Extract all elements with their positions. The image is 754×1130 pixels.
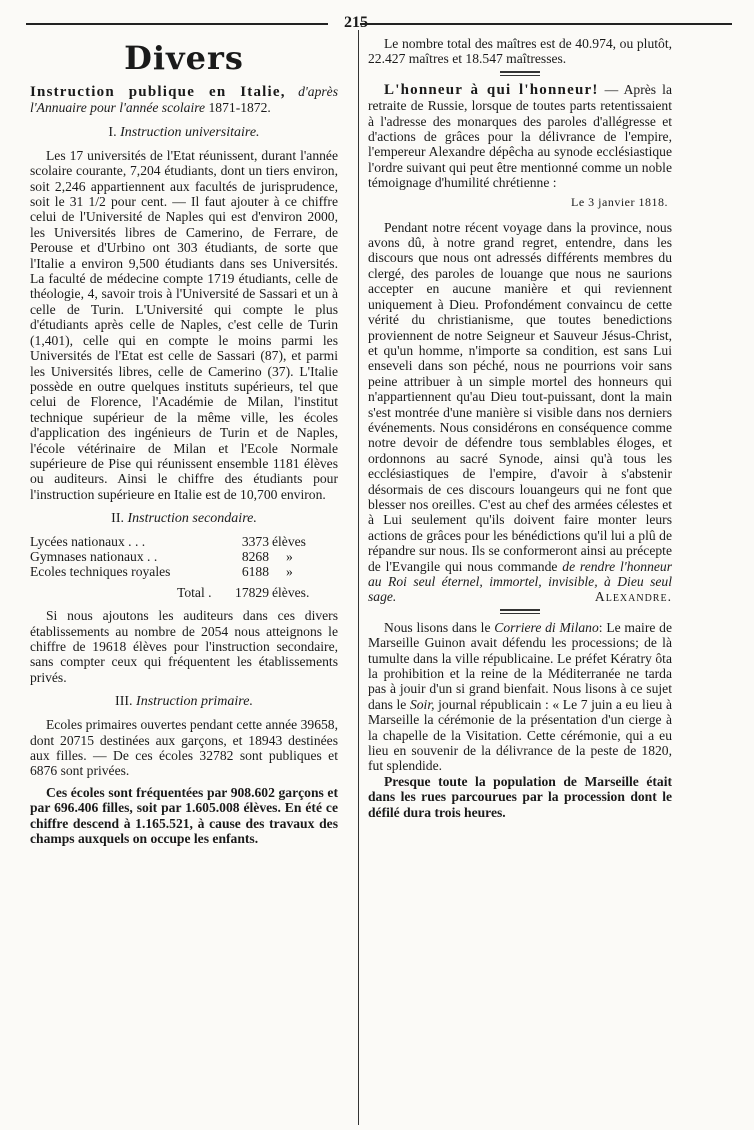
paragraph-primaire-eleves: Ces écoles sont fréquentées par 908.602 garçons et par 696.406 filles, soit par 1.605.008 élèves. En été ce chiffre descend à 1.165.521, à cause des travaux des champs auxquels on occupe les enfants.	[30, 784, 338, 847]
letter-quotation: de rendre l'honneur au Roi seul éternel, immortel, invisible, à Dieu seul sage.	[368, 558, 672, 605]
table-row	[30, 534, 338, 549]
table-total-label: Total .	[177, 585, 212, 601]
table-cell-unit: »	[286, 564, 293, 580]
table-total-unit: élèves.	[272, 585, 310, 601]
paragraph-marseille	[368, 620, 672, 774]
article-title-source: d'après l'Annuaire pour l'année scolaire	[30, 84, 338, 116]
table-cell-label: Ecoles techniques royales	[30, 564, 171, 580]
table-row	[30, 564, 338, 579]
table-cell-label: Lycées nationaux . . .	[30, 534, 146, 550]
table-cell-value: 8268	[241, 549, 269, 565]
article-title-year: 1871-1872.	[208, 100, 271, 116]
section-name: Instruction universitaire.	[120, 124, 260, 140]
section-title-universitaire	[30, 124, 338, 142]
section-title-secondaire	[30, 510, 338, 528]
table-row	[30, 549, 338, 564]
paragraph-maitres: Le nombre total des maîtres est de 40.974, ou plutôt, 22.427 maîtres et 18.547 maîtresses.	[368, 36, 672, 67]
honneur-text: — Après la retraite de Russie, lorsque de toutes parts retentissaient à l'adresse des monarques des paroles d'allégresse et d'actions de grâces pour la délivrance de l'empire, l'empereur Alexandre dépêcha au synode ecclésiastique l'ordre suivant qui peut être mentionné comme un noble témoignage d'humilité chrétienne :	[368, 81, 672, 191]
imperial-letter	[368, 220, 672, 605]
section-heading: Divers	[124, 39, 244, 77]
section-title-primaire	[30, 693, 338, 711]
right-column	[368, 36, 672, 820]
paragraph-procession: Presque toute la population de Marseille était dans les rues parcourues par la procession dont le défilé dura trois heures.	[368, 773, 672, 820]
header-rule-left	[26, 23, 328, 25]
separator-rule	[500, 71, 540, 76]
column-divider	[358, 30, 359, 1125]
letter-date: Le 3 janvier 1818.	[571, 194, 668, 209]
table-cell-unit: »	[286, 549, 293, 565]
section-number: II.	[111, 511, 124, 527]
section-number: I.	[108, 124, 117, 140]
letter-body: Pendant notre récent voyage dans la province, nous avons dû, à notre grand regret, entendre, dans les discours que nous ont adressés différents membres du clergé, des paroles de louange que nous ne saurions accepter en aucune manière et qui reviennent uniquement à Dieu. Profondément convaincu de cette vérité du christianisme, que toutes benedictions proviennent de notre Seigneur et Sauveur Jésus-Christ, et qu'un homme, n'importe sa condition, est sans Lui enseveli dans son péché, nous ne pourrions voir sans peine attribuer à un simple mortel des honneurs qui n'appartiennent qu'au Dieu tout-puissant, dont la main s'est montrée d'une manière si visible dans nos derniers événements. Nous considérons en conséquence comme notre devoir de défendre tous semblables éloges, et ordonnons au sacré Synode, ainsi qu'à tous les ecclésiastiques de l'empire, d'avoir à s'abstenir désormais de ces discours louangeurs qui ne font que blesser nos oreilles. C'est au chef des armées célestes et à Lui seulement qu'ils doivent faire monter leurs actions de grâces pour les bénédictions qu'il lui a plû de répandre sur nous. Ils se conformeront ainsi au précepte de l'Evangile qui nous commande	[368, 219, 672, 574]
corriere-text-2: journal républicain : « Le 7 juin a eu lieu à Marseille la cérémonie de la présentation d'un cierge à la chapelle de la Visitation. Cette cérémonie, qui a eu lieu en souvenir de la délivrance de la peste de 1820, fut splendide.	[368, 696, 672, 774]
paragraph-primaire-ecoles: Ecoles primaires ouvertes pendant cette année 39658, dont 20715 destinées aux garçons, et 18943 destinées aux filles. — De ces écoles 32782 sont publiques et 6876 sont privées.	[30, 717, 338, 779]
page-header	[26, 14, 732, 30]
paragraph-honneur	[368, 82, 672, 191]
section-name: Instruction primaire.	[136, 694, 253, 710]
corriere-text: : Le maire de Marseille Guinon avait défendu les processions; de là tumulte dans la ville républicaine. Le préfet Kératry ôta la prohibition et la reine de la Méditerranée ne tarda pas à jouir d'un si grand bienfait. Nous lisons à ce sujet dans le	[368, 619, 672, 712]
left-column	[30, 36, 338, 846]
article-title-lead: Instruction publique en Italie,	[30, 84, 286, 100]
corriere-intro: Nous lisons dans le	[384, 619, 491, 635]
paragraph-universitaire: Les 17 universités de l'Etat réunissent, durant l'année scolaire courante, 7,204 étudiants, dont un tiers environ, soit 2,246 appartiennent aux facultés de jurisprudence, soit le 31 1/2 pour cent. — Il faut ajouter à ce chiffre celui de l'Université de Naples qui est d'environ 2000, les Universités libres de Camerino, de Ferrare, de Perouse et d'Urbino ont 303 étudiants, de sorte que l'Italie a environ 9,500 étudiants dans ses Universités. La faculté de médecine compte 1719 étudiants, celle de théologie, 4, savoir trois à l'Université de Sassari et un à celle de Turin. L'Université qui compte le plus d'étudiants après celle de Naples, c'est celle de Turin (1,401), celle qui en compte le moins parmi les Universités de l'Etat est celle de Sassari (87), et parmi les Universités libres, celle de Camerino (37). L'Italie possède en outre quelques instituts supérieurs, tel que celui de Florence, l'Académie de Milan, l'institut technique supérieur de la même ville, les écoles d'application des ingénieurs de Turin et de Naples, l'école vétérinaire de Milan et l'Ecole Normale supérieure de Pise qui réunissent ensemble 1181 élèves ou auditeurs. Ainsi le chiffre des étudiants pour l'instruction supérieure en Italie est de 10,700 environ.	[30, 147, 338, 502]
paragraph-secondaire: Si nous ajoutons les auditeurs dans ces divers établissements au nombre de 2054 nous atteignons le chiffre de 19618 élèves pour l'instruction secondaire, sans compter ceux qui fréquentent les établissements privés.	[30, 608, 338, 685]
article-title-honneur: L'honneur à qui l'honneur!	[384, 81, 599, 98]
table-cell-label: Gymnases nationaux . .	[30, 549, 158, 565]
section-number: III.	[115, 694, 133, 710]
header-rule-right	[360, 23, 732, 25]
page-number: 215	[344, 14, 368, 31]
table-cell-value: 3373	[241, 534, 269, 550]
table-cell-value: 6188	[241, 564, 269, 580]
section-name: Instruction secondaire.	[127, 511, 257, 527]
table-total-value: 17829	[235, 585, 269, 601]
table-total-row	[30, 579, 338, 600]
secondary-schools-table	[30, 534, 338, 600]
article-title	[30, 84, 338, 116]
table-cell-unit: élèves	[272, 534, 306, 550]
newspaper-name-soir: Soir,	[409, 696, 435, 712]
newspaper-name: Corriere di Milano	[494, 619, 599, 635]
letter-signature: Alexandre.	[594, 589, 672, 605]
separator-rule	[500, 609, 540, 614]
